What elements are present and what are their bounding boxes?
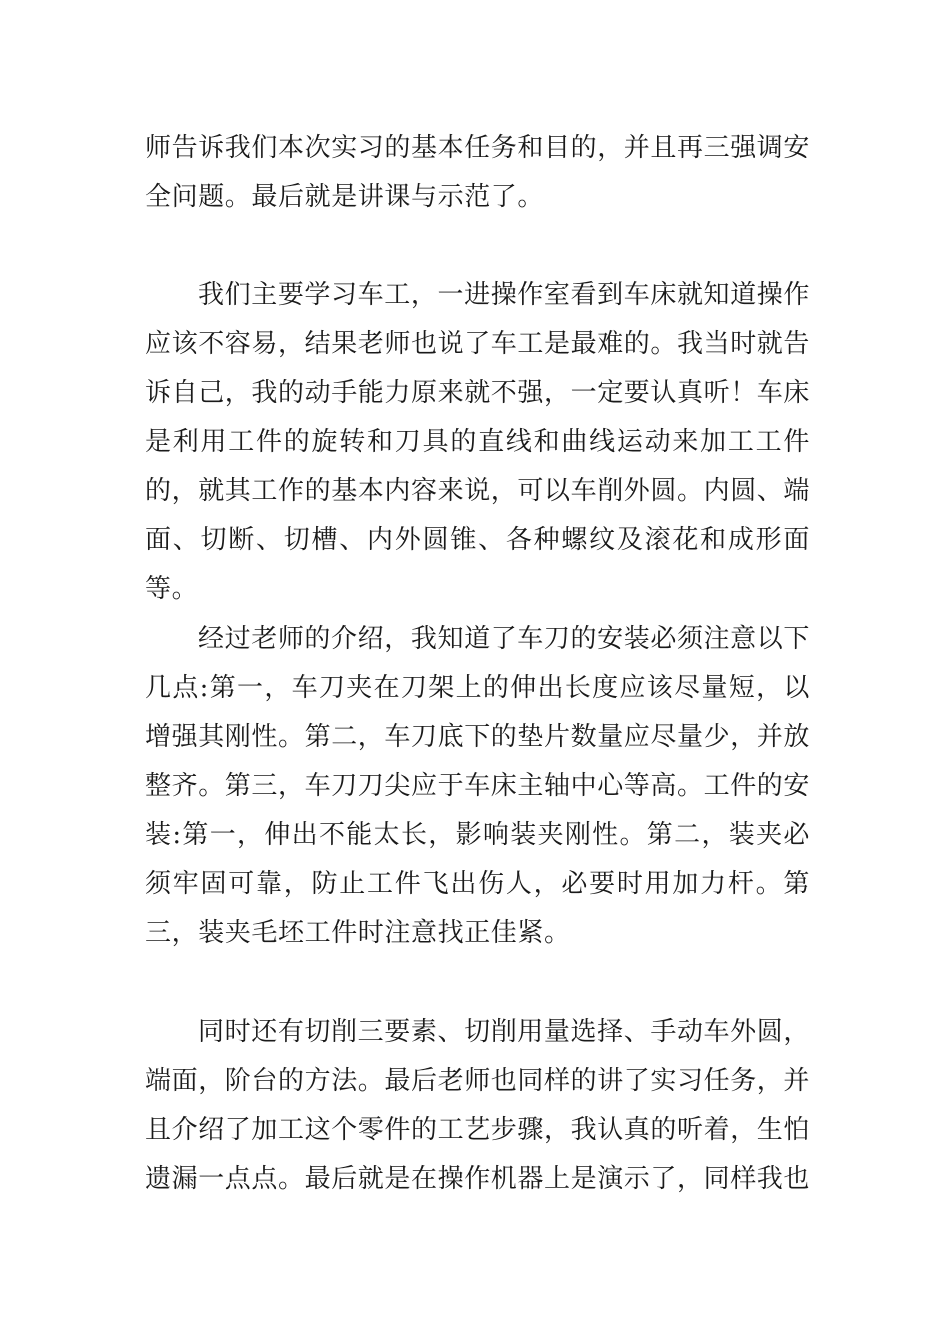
paragraph-3: 经过老师的介绍，我知道了车刀的安装必须注意以下几点:第一，车刀夹在刀架上的伸出长度应该尽量短，以增强其刚性。第二，车刀底下的垫片数量应尽量少，并放整齐。第三，车刀刀尖应于车床主轴中心等高。工件的安装:第一，伸出不能太长，影响装夹刚性。第二，装夹必须牢固可靠，防止工件飞出伤人，必要时用加力杆。第三，装夹毛坯工件时注意找正佳紧。 xyxy=(145,624,811,948)
paragraph-4: 同时还有切削三要素、切削用量选择、手动车外圆，端面，阶台的方法。最后老师也同样的讲了实习任务，并且介绍了加工这个零件的工艺步骤，我认真的听着，生怕遗漏一点点。最后就是在操作机器上是演示了，同样我也 xyxy=(145,1017,811,1194)
paragraph-2: 我们主要学习车工，一进操作室看到车床就知道操作应该不容易，结果老师也说了车工是最难的。我当时就告诉自己，我的动手能力原来就不强，一定要认真听！车床是利用工件的旋转和刀具的直线和曲线运动来加工工件的，就其工作的基本内容来说，可以车削外圆。内圆、端面、切断、切槽、内外圆锥、各种螺纹及滚花和成形面等。 xyxy=(145,280,811,604)
paragraph-1: 师告诉我们本次实习的基本任务和目的，并且再三强调安全问题。最后就是讲课与示范了。 xyxy=(145,133,811,212)
